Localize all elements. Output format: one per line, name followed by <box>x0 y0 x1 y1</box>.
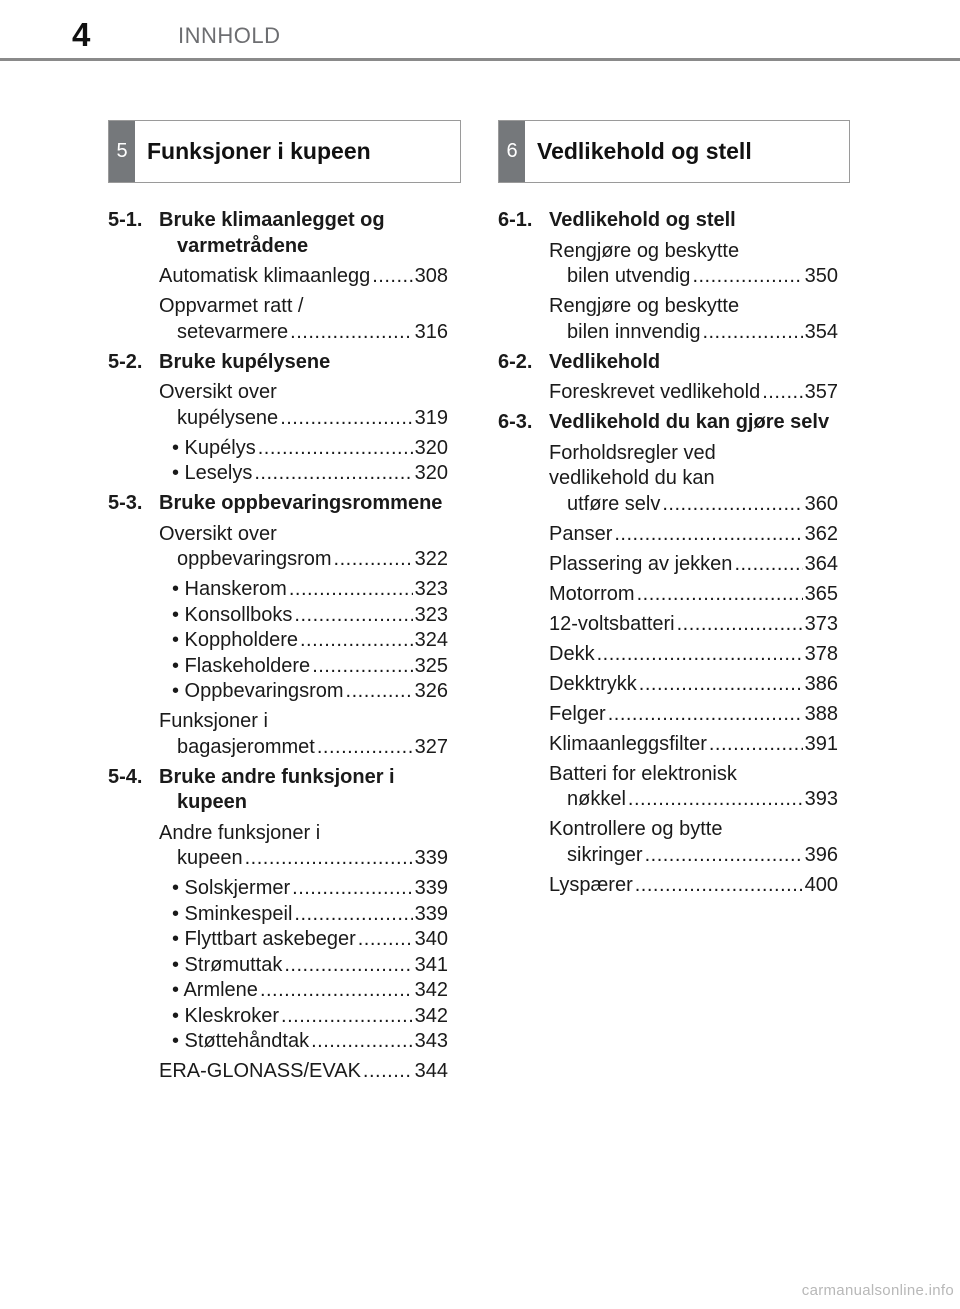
entry-last-line <box>549 843 838 869</box>
page-ref: 323 <box>414 578 448 600</box>
dot-leader <box>645 843 803 869</box>
dot-leader <box>254 461 412 487</box>
entry-text-line: Oversikt over <box>159 522 277 545</box>
dot-leader <box>692 264 802 290</box>
dot-leader <box>292 876 412 902</box>
dot-leader <box>639 672 803 698</box>
dot-leader <box>372 264 412 290</box>
entry-last-line <box>159 264 448 290</box>
entry-text-line: Oversikt over <box>159 381 277 403</box>
entry-last-line <box>549 612 838 638</box>
toc-entry[interactable] <box>159 709 448 760</box>
toc-entry[interactable] <box>549 873 838 899</box>
entry-text-line: Funksjoner i <box>159 710 268 732</box>
page-ref: 393 <box>804 788 838 810</box>
entry-last-line <box>159 406 448 432</box>
entry-last-line <box>549 787 838 813</box>
entry-text: Lyspærer <box>549 873 633 896</box>
page-ref: 342 <box>414 979 448 1001</box>
subentry-text: • Støttehåndtak <box>172 1030 310 1052</box>
page-ref: 340 <box>414 928 448 950</box>
toc-entry[interactable] <box>549 702 838 728</box>
page-ref: 354 <box>804 320 838 343</box>
page-ref: 343 <box>414 1030 448 1052</box>
entry-text-line: Kontrollere og bytte <box>549 818 723 840</box>
page-ref: 341 <box>414 953 448 976</box>
dot-leader <box>628 787 803 813</box>
toc-entry[interactable] <box>549 441 838 518</box>
entry-text: nøkkel <box>567 788 626 810</box>
chapter-number-tab: 5 <box>109 121 135 182</box>
section-number: 5-3. <box>108 492 143 514</box>
toc-entry[interactable] <box>549 672 838 698</box>
section-title: Vedlikehold du kan gjøre selv <box>549 411 830 433</box>
page-ref: 339 <box>414 847 448 869</box>
dot-leader <box>734 552 802 578</box>
subentry-text: • Flyttbart askebeger <box>172 928 356 950</box>
dot-leader <box>289 577 413 603</box>
dot-leader <box>294 603 412 629</box>
entry-text: Dekktrykk <box>549 672 637 695</box>
entry-text: kupeen <box>177 847 243 869</box>
dot-leader <box>762 380 802 406</box>
dot-leader <box>300 628 413 654</box>
toc-subentry[interactable] <box>159 436 448 462</box>
entry-text: 12-voltsbatteri <box>549 612 675 635</box>
toc-subentry[interactable] <box>159 876 448 902</box>
toc-section <box>498 350 838 376</box>
page-ref: 316 <box>414 320 448 343</box>
entry-last-line <box>549 522 838 548</box>
toc-subentry[interactable] <box>159 927 448 953</box>
entry-text: Felger <box>549 702 606 725</box>
subentry-text: • Flaskeholdere <box>172 654 311 677</box>
page-ref: 323 <box>414 603 448 626</box>
watermark: carmanualsonline.info <box>801 1282 954 1299</box>
toc-section <box>498 208 838 234</box>
page-ref: 325 <box>414 654 448 677</box>
page-ref: 357 <box>804 381 838 403</box>
entry-last-line <box>549 642 838 668</box>
entry-text: oppbevaringsrom <box>177 548 332 570</box>
entry-text-line: Rengjøre og beskytte <box>549 295 740 317</box>
toc-entry[interactable] <box>549 762 838 813</box>
entry-last-line <box>549 380 838 406</box>
dot-leader <box>334 547 413 573</box>
toc-subentry[interactable] <box>159 1029 448 1055</box>
entry-last-line <box>549 672 838 698</box>
toc-section <box>108 491 448 517</box>
subentry-text: • Hanskerom <box>172 578 287 600</box>
toc-entry[interactable] <box>159 522 448 573</box>
entry-text: bilen utvendig <box>567 265 691 287</box>
dot-leader <box>258 436 413 462</box>
entry-text-line: Batteri for elektronisk <box>549 762 737 785</box>
entry-last-line <box>159 547 448 573</box>
entry-text: sikringer <box>567 843 643 866</box>
section-title: Vedlikehold og stell <box>549 209 736 231</box>
dot-leader <box>290 320 412 346</box>
entry-last-line <box>159 735 448 761</box>
page-ref: 342 <box>414 1004 448 1027</box>
dot-leader <box>312 654 412 680</box>
toc-subentry[interactable] <box>159 978 448 1004</box>
entry-text: utføre selv <box>567 492 661 515</box>
toc-entry[interactable] <box>159 821 448 872</box>
section-number: 6-1. <box>498 209 533 231</box>
entry-text-line: Oppvarmet ratt / <box>159 295 304 317</box>
entry-last-line <box>549 582 838 608</box>
dot-leader <box>608 702 803 728</box>
toc-subentry[interactable] <box>159 654 448 680</box>
entry-text-line: Andre funksjoner i <box>159 821 321 844</box>
entry-text: Motorrom <box>549 582 635 605</box>
toc-section <box>108 765 448 816</box>
dot-leader <box>363 1059 413 1085</box>
page-ref: 378 <box>804 642 838 665</box>
entry-last-line <box>549 492 838 518</box>
page-ref: 344 <box>414 1060 448 1082</box>
page-ref: 386 <box>804 672 838 695</box>
page-ref: 396 <box>804 843 838 866</box>
section-number: 5-1. <box>108 209 143 231</box>
toc-subentry[interactable] <box>159 628 448 654</box>
section-number: 6-3. <box>498 411 533 433</box>
page-ref: 326 <box>414 680 448 702</box>
dot-leader <box>662 492 802 518</box>
toc-entry[interactable] <box>549 522 838 548</box>
section-title: Bruke oppbevaringsrommene <box>159 492 443 514</box>
toc-subentry[interactable] <box>159 902 448 928</box>
toc-entry[interactable] <box>549 582 838 608</box>
chapter-title: Vedlikehold og stell <box>537 138 752 164</box>
section-title: Bruke kupélysene <box>159 350 331 373</box>
dot-leader <box>614 522 802 548</box>
page-ref: 360 <box>804 492 838 515</box>
toc-entry[interactable] <box>549 642 838 668</box>
subentry-text: • Koppholdere <box>172 629 298 651</box>
header-rule <box>0 58 960 61</box>
toc-entry[interactable] <box>549 612 838 638</box>
dot-leader <box>677 612 803 638</box>
section-title: Vedlikehold <box>549 350 661 373</box>
page-ref: 365 <box>804 582 838 605</box>
section-title: Bruke andre funksjoner i kupeen <box>159 765 395 813</box>
dot-leader <box>709 732 803 758</box>
dot-leader <box>280 406 412 432</box>
entry-last-line <box>549 264 838 290</box>
subentry-text: • Kupélys <box>172 436 256 459</box>
entry-text: Automatisk klimaanlegg <box>159 265 371 287</box>
section-number: 6-2. <box>498 350 533 373</box>
entry-text: Panser <box>549 522 613 545</box>
page-number: 4 <box>72 16 91 53</box>
page-ref: 364 <box>804 552 838 575</box>
dot-leader <box>635 873 803 899</box>
entry-text: bagasjerommet <box>177 735 315 758</box>
entry-text: setevarmere <box>177 320 289 343</box>
section-title: Bruke klimaanlegget og varmetrådene <box>159 209 385 257</box>
toc-entry[interactable] <box>159 264 448 290</box>
toc-subentry[interactable] <box>159 1004 448 1030</box>
chapter-5-header <box>108 120 461 183</box>
page-ref: 320 <box>414 436 448 459</box>
toc-entry[interactable] <box>549 294 838 345</box>
entry-last-line <box>549 320 838 346</box>
section-number: 5-4. <box>108 765 143 788</box>
dot-leader <box>284 953 412 979</box>
entry-last-line <box>159 1059 448 1085</box>
toc-subentry[interactable] <box>159 577 448 603</box>
entry-text: kupélysene <box>177 406 279 429</box>
entry-last-line <box>549 552 838 578</box>
dot-leader <box>317 735 413 761</box>
toc-entry[interactable] <box>549 239 838 290</box>
toc-entry[interactable] <box>549 552 838 578</box>
toc-subentry[interactable] <box>159 679 448 705</box>
subentry-text: • Leselys <box>172 462 253 484</box>
toc-section <box>108 208 448 259</box>
entry-last-line <box>159 846 448 872</box>
entry-text-line: Forholdsregler ved <box>549 441 716 464</box>
dot-leader <box>637 582 803 608</box>
toc-column-chapter-5 <box>108 208 448 1089</box>
entry-text-line: vedlikehold du kan <box>549 467 715 489</box>
entry-text-line: Rengjøre og beskytte <box>549 239 740 262</box>
chapter-number-tab: 6 <box>499 121 525 182</box>
page-ref: 324 <box>414 629 448 651</box>
running-header-title: INNHOLD <box>178 23 281 48</box>
subentry-text: • Oppbevaringsrom <box>172 680 344 702</box>
dot-leader <box>346 679 413 705</box>
subentry-text: • Kleskroker <box>172 1004 280 1027</box>
toc-entry[interactable] <box>159 380 448 431</box>
page-ref: 327 <box>414 735 448 758</box>
entry-last-line <box>159 320 448 346</box>
dot-leader <box>311 1029 413 1055</box>
toc-entry[interactable] <box>159 1059 448 1085</box>
chapter-title: Funksjoner i kupeen <box>147 138 371 164</box>
dot-leader <box>245 846 413 872</box>
page-ref: 320 <box>414 462 448 484</box>
toc-subentry[interactable] <box>159 953 448 979</box>
dot-leader <box>294 902 412 928</box>
entry-last-line <box>549 873 838 899</box>
dot-leader <box>358 927 413 953</box>
subentry-text: • Strømuttak <box>172 953 283 976</box>
entry-text: Klimaanleggsfilter <box>549 732 707 755</box>
entry-text: ERA-GLONASS/EVAK <box>159 1060 361 1082</box>
entry-text: bilen innvendig <box>567 320 701 343</box>
entry-last-line <box>549 732 838 758</box>
toc-subentry[interactable] <box>159 461 448 487</box>
page-ref: 391 <box>804 732 838 755</box>
toc-entry[interactable] <box>159 294 448 345</box>
toc-entry[interactable] <box>549 732 838 758</box>
page-ref: 373 <box>804 612 838 635</box>
dot-leader <box>281 1004 413 1030</box>
entry-text: Plassering av jekken <box>549 552 733 575</box>
page-ref: 319 <box>414 406 448 429</box>
entry-text: Dekk <box>549 642 595 665</box>
chapter-6-header <box>498 120 850 183</box>
toc-section <box>498 410 838 436</box>
entry-text: Foreskrevet vedlikehold <box>549 381 761 403</box>
entry-last-line <box>549 702 838 728</box>
section-number: 5-2. <box>108 350 143 373</box>
toc-column-chapter-6 <box>498 208 838 903</box>
subentry-text: • Solskjermer <box>172 877 291 899</box>
dot-leader <box>597 642 803 668</box>
page-ref: 322 <box>414 548 448 570</box>
page-ref: 400 <box>804 873 838 896</box>
toc-entry[interactable] <box>549 817 838 868</box>
subentry-text: • Konsollboks <box>172 603 293 626</box>
page-ref: 339 <box>414 902 448 925</box>
toc-entry[interactable] <box>549 380 838 406</box>
toc-subentry[interactable] <box>159 603 448 629</box>
toc-section <box>108 350 448 376</box>
page-ref: 362 <box>804 522 838 545</box>
dot-leader <box>260 978 413 1004</box>
page-ref: 308 <box>414 265 448 287</box>
page-ref: 339 <box>414 877 448 899</box>
subentry-text: • Sminkespeil <box>172 902 293 925</box>
page-ref: 388 <box>804 702 838 725</box>
dot-leader <box>702 320 802 346</box>
subentry-text: • Armlene <box>172 979 258 1001</box>
page-ref: 350 <box>804 265 838 287</box>
